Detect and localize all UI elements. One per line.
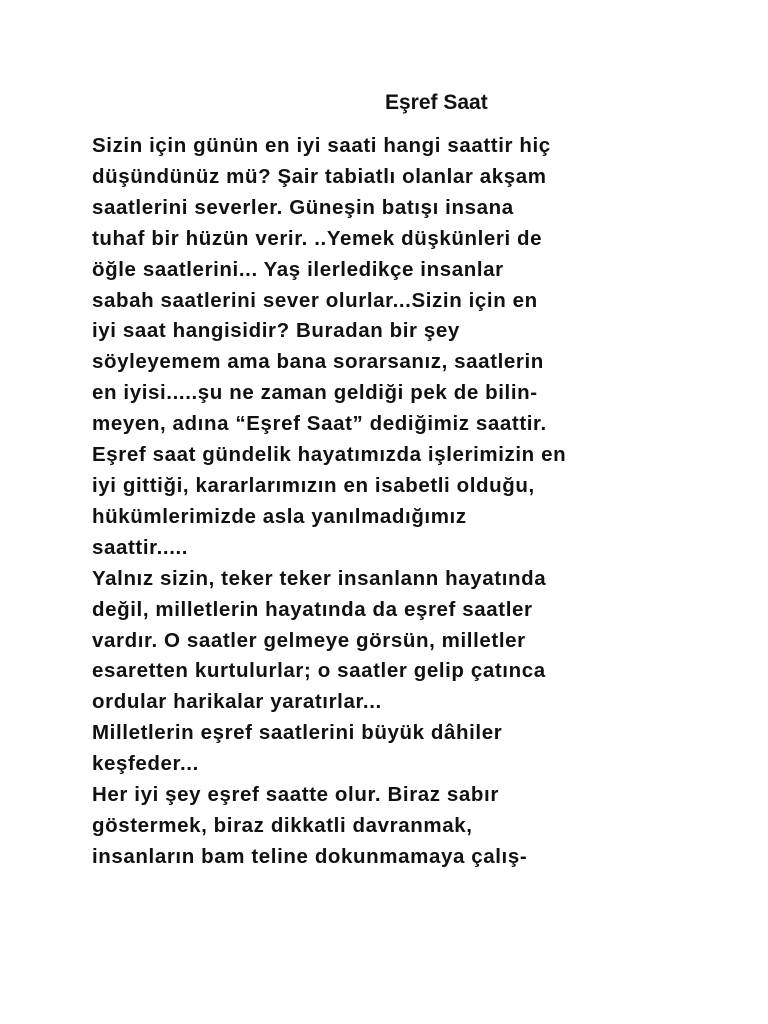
text-line: hükümlerimizde asla yanılmadığımız — [92, 504, 467, 528]
text-line: Yalnız sizin, teker teker insanlann hayatında — [92, 566, 547, 590]
text-line: öğle saatlerini... Yaş ilerledikçe insanlar — [92, 257, 504, 281]
text-line: meyen, adına “Eşref Saat” dediğimiz saattir. — [92, 412, 547, 436]
text-line: tuhaf bir hüzün verir. ..Yemek düşkünleri de — [92, 226, 543, 250]
document-body — [92, 131, 752, 873]
text-line: iyi gittiği, kararlarımızın en isabetli olduğu, — [92, 473, 535, 497]
text-line: ordular harikalar yaratırlar... — [92, 690, 382, 714]
text-line: keşfeder... — [92, 752, 199, 776]
text-line: Sizin için günün en iyi saati hangi saattir hiç — [92, 134, 551, 157]
text-line: esaretten kurtulurlar; o saatler gelip çatınca — [92, 659, 546, 683]
text-line: söyleyemem ama bana sorarsanız, saatlerin — [92, 350, 544, 374]
text-line: en iyisi.....şu ne zaman geldiği pek de bilin- — [92, 381, 538, 405]
text-line: değil, milletlerin hayatında da eşref saatler — [92, 597, 533, 621]
text-line: iyi saat hangisidir? Buradan bir şey — [92, 319, 460, 343]
text-line: insanların bam teline dokunmamaya çalış- — [92, 844, 528, 868]
text-line: göstermek, biraz dikkatli davranmak, — [92, 813, 473, 837]
text-line: saatlerini severler. Güneşin batışı insana — [92, 195, 514, 219]
document-title: Eşref Saat — [385, 91, 488, 114]
text-line: sabah saatlerini sever olurlar...Sizin için en — [92, 288, 538, 312]
text-line: saattir..... — [92, 535, 189, 559]
text-line: Milletlerin eşref saatlerini büyük dâhiler — [92, 721, 503, 745]
text-line: düşündünüz mü? Şair tabiatlı olanlar akşam — [92, 164, 547, 188]
text-line: Her iyi şey eşref saatte olur. Biraz sabır — [92, 783, 499, 807]
text-line: Eşref saat gündelik hayatımızda işlerimizin en — [92, 443, 567, 467]
text-line: vardır. O saatler gelmeye görsün, milletler — [92, 628, 526, 652]
